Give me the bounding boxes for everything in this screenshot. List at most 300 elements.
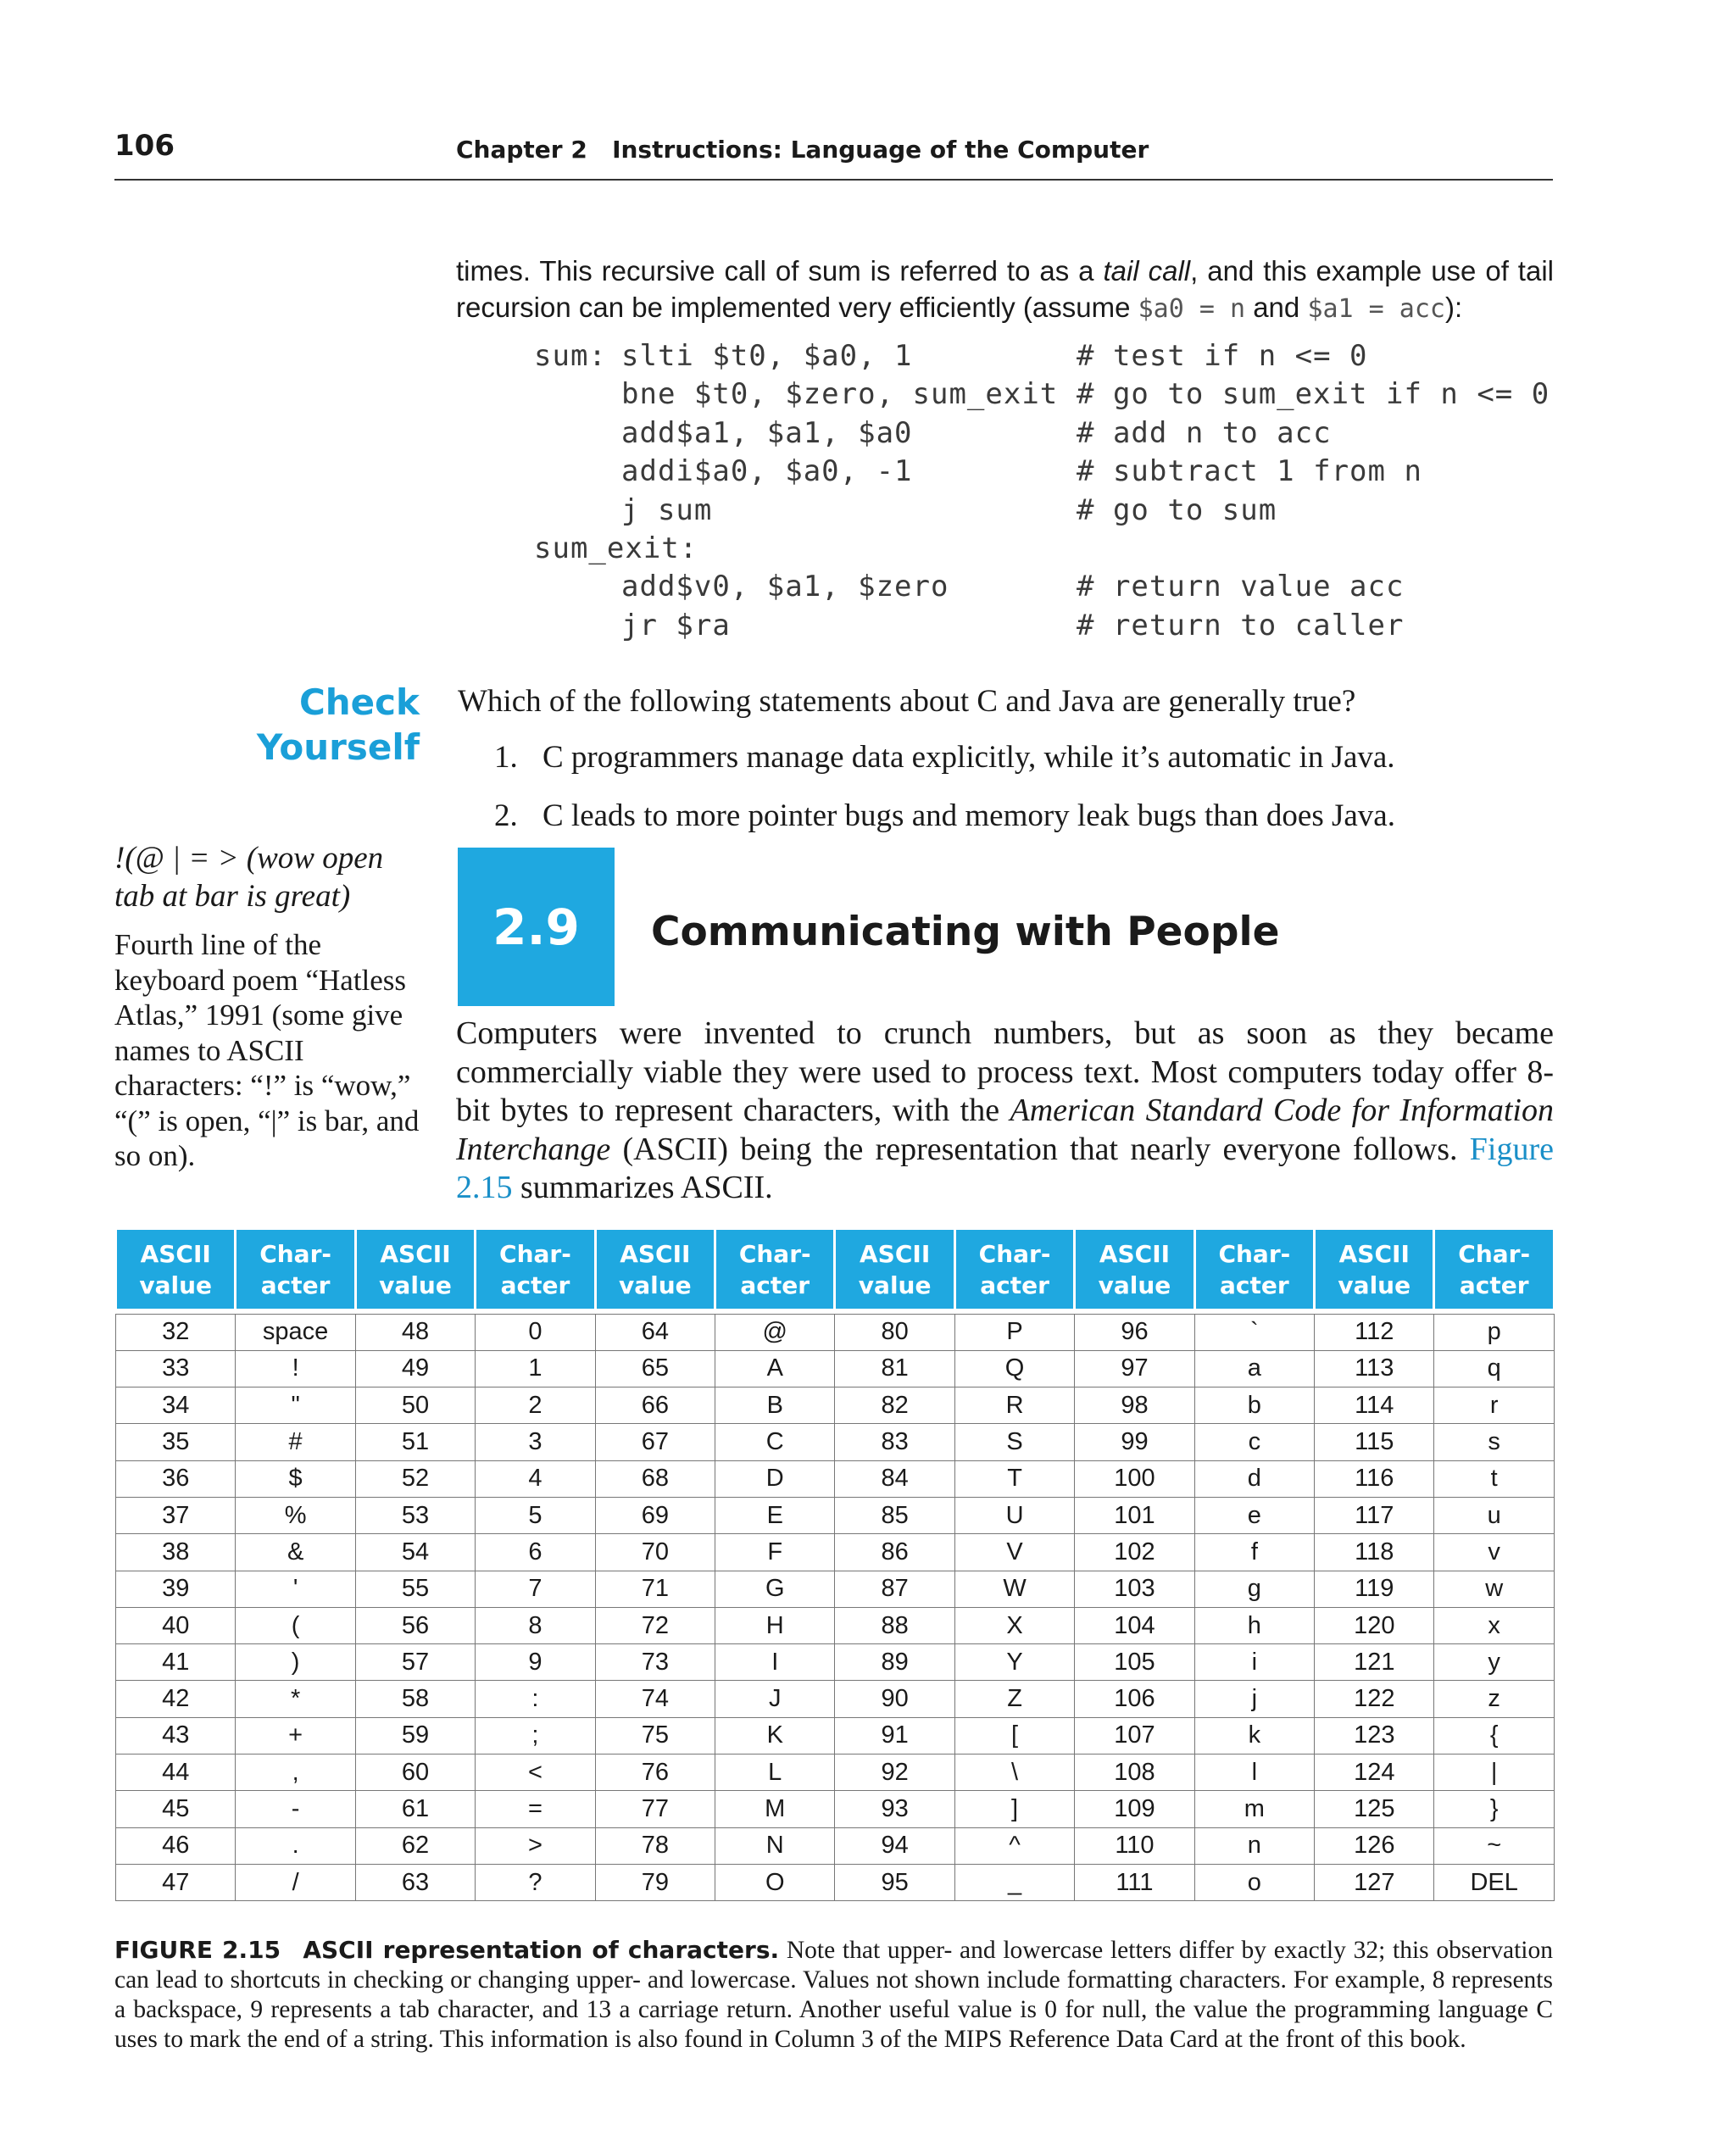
header-ascii-value	[835, 1230, 954, 1309]
ascii-value-cell: 40	[116, 1607, 236, 1643]
character-cell: F	[715, 1534, 835, 1571]
ascii-value-cell: 72	[595, 1607, 715, 1643]
character-cell: _	[954, 1864, 1074, 1900]
code-comment: # go to sum	[1077, 492, 1277, 527]
header-ascii-value	[595, 1230, 715, 1309]
ascii-value-cell: 36	[116, 1460, 236, 1497]
ascii-value-cell: 70	[595, 1534, 715, 1571]
ascii-value-cell: 77	[595, 1791, 715, 1827]
character-cell: q	[1434, 1350, 1554, 1387]
character-cell: 3	[476, 1424, 595, 1460]
code-comment: # go to sum_exit if n <= 0	[1077, 377, 1550, 412]
character-cell: g	[1194, 1571, 1314, 1607]
ascii-value-cell: 100	[1075, 1460, 1194, 1497]
ascii-value-cell: 89	[835, 1644, 954, 1681]
character-cell: Y	[954, 1644, 1074, 1681]
ascii-value-cell: 76	[595, 1755, 715, 1791]
ascii-value-cell: 57	[355, 1644, 475, 1681]
header-character	[1194, 1230, 1314, 1309]
ascii-value-cell: 38	[116, 1534, 236, 1571]
header-character	[236, 1230, 355, 1309]
character-cell: 0	[476, 1314, 595, 1350]
ascii-value-cell: 80	[835, 1314, 954, 1350]
header-line: value	[858, 1271, 932, 1299]
header-rule	[114, 179, 1553, 181]
ascii-value-cell: 39	[116, 1571, 236, 1607]
header-line: value	[379, 1271, 452, 1299]
code-instr: slti $t0, $a0, 1	[621, 339, 913, 373]
character-cell: }	[1434, 1791, 1554, 1827]
code-comment: # return value acc	[1077, 570, 1405, 604]
check-item-number: 1.	[494, 740, 518, 775]
caption-spacer	[281, 1937, 303, 1964]
ascii-value-cell: 126	[1315, 1827, 1434, 1864]
check-item	[494, 797, 1395, 836]
ascii-value-cell: 62	[355, 1827, 475, 1864]
character-cell: .	[236, 1827, 355, 1864]
ascii-value-cell: 81	[835, 1350, 954, 1387]
ascii-value-cell: 82	[835, 1387, 954, 1424]
character-cell: {	[1434, 1717, 1554, 1754]
character-cell: %	[236, 1497, 355, 1533]
character-cell: X	[954, 1607, 1074, 1643]
table-row	[116, 1314, 1555, 1350]
ascii-value-cell: 78	[595, 1827, 715, 1864]
code-label: sum_exit:	[534, 531, 698, 565]
character-cell: M	[715, 1791, 835, 1827]
character-cell: m	[1194, 1791, 1314, 1827]
ascii-value-cell: 33	[116, 1350, 236, 1387]
character-cell: -	[236, 1791, 355, 1827]
ascii-value-cell: 105	[1075, 1644, 1194, 1681]
character-cell: O	[715, 1864, 835, 1900]
ascii-value-cell: 35	[116, 1424, 236, 1460]
ascii-value-cell: 61	[355, 1791, 475, 1827]
code-comment: # test if n <= 0	[1077, 339, 1368, 373]
check-item	[494, 738, 1395, 777]
intro-text: ):	[1445, 292, 1463, 323]
table-row	[116, 1497, 1555, 1533]
header-line: Char-	[1218, 1239, 1291, 1268]
table-row	[116, 1534, 1555, 1571]
character-cell: @	[715, 1314, 835, 1350]
character-cell: t	[1434, 1460, 1554, 1497]
header-line: ASCII	[140, 1239, 211, 1268]
ascii-value-cell: 53	[355, 1497, 475, 1533]
ascii-value-cell: 75	[595, 1717, 715, 1754]
ascii-value-cell: 69	[595, 1497, 715, 1533]
check-yourself-label	[212, 680, 420, 770]
header-line: ASCII	[860, 1239, 931, 1268]
table-row	[116, 1755, 1555, 1791]
ascii-value-cell: 43	[116, 1717, 236, 1754]
character-cell: d	[1194, 1460, 1314, 1497]
check-question: Which of the following statements about C and Java are generally true?	[458, 684, 1356, 719]
character-cell: b	[1194, 1387, 1314, 1424]
ascii-value-cell: 66	[595, 1387, 715, 1424]
intro-term: tail call	[1103, 255, 1191, 286]
page-number: 106	[114, 129, 175, 163]
ascii-value-cell: 59	[355, 1717, 475, 1754]
character-cell: 4	[476, 1460, 595, 1497]
table-row	[116, 1424, 1555, 1460]
header-ascii-value	[116, 1230, 236, 1309]
ascii-value-cell: 127	[1315, 1864, 1434, 1900]
ascii-value-cell: 118	[1315, 1534, 1434, 1571]
code-instr: j sum	[621, 492, 713, 527]
ascii-value-cell: 111	[1075, 1864, 1194, 1900]
header-character	[715, 1230, 835, 1309]
character-cell: r	[1434, 1387, 1554, 1424]
ascii-value-cell: 115	[1315, 1424, 1434, 1460]
character-cell: a	[1194, 1350, 1314, 1387]
table-row	[116, 1387, 1555, 1424]
ascii-value-cell: 46	[116, 1827, 236, 1864]
character-cell: E	[715, 1497, 835, 1533]
ascii-value-cell: 64	[595, 1314, 715, 1350]
character-cell: o	[1194, 1864, 1314, 1900]
character-cell: L	[715, 1755, 835, 1791]
running-head: Chapter 2 Instructions: Language of the Computer	[456, 136, 1149, 164]
header-line: ASCII	[380, 1239, 451, 1268]
character-cell: <	[476, 1755, 595, 1791]
character-cell: 9	[476, 1644, 595, 1681]
ascii-value-cell: 32	[116, 1314, 236, 1350]
ascii-value-cell: 67	[595, 1424, 715, 1460]
header-line: acter	[740, 1271, 810, 1299]
character-cell: C	[715, 1424, 835, 1460]
character-cell: >	[476, 1827, 595, 1864]
ascii-value-cell: 68	[595, 1460, 715, 1497]
code-comment: # add n to acc	[1077, 415, 1332, 450]
section-number-box	[458, 848, 615, 1006]
header-ascii-value	[355, 1230, 475, 1309]
character-cell: G	[715, 1571, 835, 1607]
character-cell: [	[954, 1717, 1074, 1754]
margin-note: Fourth line of the keyboard poem “Hatless Atlas,” 1991 (some give names to ASCII characters: “!” is “wow,” “(” is open, “|” is bar, and so on).	[114, 928, 420, 1172]
ascii-value-cell: 123	[1315, 1717, 1434, 1754]
header-line: value	[139, 1271, 213, 1299]
table-header-row	[116, 1230, 1555, 1309]
ascii-value-cell: 125	[1315, 1791, 1434, 1827]
ascii-value-cell: 52	[355, 1460, 475, 1497]
table-row	[116, 1681, 1555, 1717]
code-comment: # return to caller	[1077, 608, 1405, 642]
check-label-line: Check	[298, 681, 420, 723]
header-line: Char-	[499, 1239, 571, 1268]
table-row	[116, 1350, 1555, 1387]
character-cell: ]	[954, 1791, 1074, 1827]
character-cell: Q	[954, 1350, 1074, 1387]
ascii-value-cell: 63	[355, 1864, 475, 1900]
ascii-value-cell: 37	[116, 1497, 236, 1533]
header-line: acter	[1220, 1271, 1289, 1299]
header-line: value	[618, 1271, 692, 1299]
ascii-value-cell: 44	[116, 1755, 236, 1791]
ascii-value-cell: 93	[835, 1791, 954, 1827]
code-comment: # subtract 1 from n	[1077, 454, 1422, 489]
code-instr: jr $ra	[621, 608, 731, 642]
header-line: acter	[260, 1271, 331, 1299]
ascii-value-cell: 106	[1075, 1681, 1194, 1717]
table-row	[116, 1827, 1555, 1864]
character-cell: /	[236, 1864, 355, 1900]
code-instr: addi$a0, $a0, -1	[621, 454, 913, 489]
header-character	[476, 1230, 595, 1309]
character-cell: 8	[476, 1607, 595, 1643]
character-cell: ,	[236, 1755, 355, 1791]
intro-text: times. This recursive call of sum is referred to as a	[456, 255, 1104, 286]
character-cell: u	[1434, 1497, 1554, 1533]
character-cell: z	[1434, 1681, 1554, 1717]
intro-text: , and this example use of tail recursion can be implemented very efficiently (assume	[456, 255, 1554, 323]
character-cell: K	[715, 1717, 835, 1754]
ascii-value-cell: 109	[1075, 1791, 1194, 1827]
character-cell: i	[1194, 1644, 1314, 1681]
table-row	[116, 1791, 1555, 1827]
character-cell: W	[954, 1571, 1074, 1607]
header-line: value	[1338, 1271, 1411, 1299]
header-line: acter	[980, 1271, 1049, 1299]
intro-code: $a1 = acc	[1307, 294, 1445, 324]
header-line: Char-	[1458, 1239, 1531, 1268]
code-instr: add$v0, $a1, $zero	[621, 570, 949, 604]
character-cell: 6	[476, 1534, 595, 1571]
ascii-value-cell: 88	[835, 1607, 954, 1643]
intro-paragraph	[456, 253, 1554, 327]
code-instr: bne $t0, $zero, sum_exit	[621, 377, 1059, 412]
ascii-value-cell: 73	[595, 1644, 715, 1681]
character-cell: A	[715, 1350, 835, 1387]
header-line: ASCII	[1338, 1239, 1410, 1268]
character-cell: I	[715, 1644, 835, 1681]
header-ascii-value	[1315, 1230, 1434, 1309]
ascii-value-cell: 107	[1075, 1717, 1194, 1754]
character-cell: Z	[954, 1681, 1074, 1717]
character-cell: D	[715, 1460, 835, 1497]
ascii-value-cell: 86	[835, 1534, 954, 1571]
ascii-value-cell: 71	[595, 1571, 715, 1607]
character-cell: p	[1434, 1314, 1554, 1350]
character-cell: s	[1434, 1424, 1554, 1460]
ascii-value-cell: 79	[595, 1864, 715, 1900]
figure-link[interactable]: Figure 2.15	[456, 1131, 1554, 1205]
character-cell: S	[954, 1424, 1074, 1460]
ascii-value-cell: 42	[116, 1681, 236, 1717]
character-cell: !	[236, 1350, 355, 1387]
character-cell: U	[954, 1497, 1074, 1533]
body-paragraph	[456, 1015, 1554, 1208]
ascii-value-cell: 49	[355, 1350, 475, 1387]
ascii-value-cell: 45	[116, 1791, 236, 1827]
caption-title: ASCII representation of characters.	[303, 1936, 780, 1964]
ascii-value-cell: 96	[1075, 1314, 1194, 1350]
ascii-value-cell: 85	[835, 1497, 954, 1533]
table-row	[116, 1571, 1555, 1607]
character-cell: `	[1194, 1314, 1314, 1350]
character-cell: x	[1434, 1607, 1554, 1643]
ascii-value-cell: 108	[1075, 1755, 1194, 1791]
character-cell: &	[236, 1534, 355, 1571]
character-cell: l	[1194, 1755, 1314, 1791]
table-body	[116, 1309, 1555, 1901]
character-cell: +	[236, 1717, 355, 1754]
section-number: 2.9	[492, 898, 580, 956]
character-cell: "	[236, 1387, 355, 1424]
header-line: ASCII	[1099, 1239, 1171, 1268]
caption-label: FIGURE 2.15	[114, 1936, 281, 1964]
ascii-value-cell: 60	[355, 1755, 475, 1791]
ascii-value-cell: 87	[835, 1571, 954, 1607]
code-instr: add$a1, $a1, $a0	[621, 415, 913, 450]
margin-poem: !(@ | = > (wow open tab at bar is great)	[114, 841, 384, 914]
ascii-table	[114, 1230, 1555, 1901]
intro-text: and	[1245, 292, 1308, 323]
ascii-value-cell: 101	[1075, 1497, 1194, 1533]
ascii-value-cell: 50	[355, 1387, 475, 1424]
ascii-value-cell: 99	[1075, 1424, 1194, 1460]
ascii-value-cell: 120	[1315, 1607, 1434, 1643]
character-cell: J	[715, 1681, 835, 1717]
character-cell: h	[1194, 1607, 1314, 1643]
body-text: (ASCII) being the representation that nearly everyone follows.	[610, 1131, 1470, 1167]
character-cell: space	[236, 1314, 355, 1350]
check-item-number: 2.	[494, 798, 518, 833]
ascii-value-cell: 56	[355, 1607, 475, 1643]
character-cell: y	[1434, 1644, 1554, 1681]
character-cell: *	[236, 1681, 355, 1717]
character-cell: #	[236, 1424, 355, 1460]
character-cell: ;	[476, 1717, 595, 1754]
section-title: Communicating with People	[651, 909, 1280, 955]
ascii-value-cell: 90	[835, 1681, 954, 1717]
character-cell: :	[476, 1681, 595, 1717]
ascii-value-cell: 92	[835, 1755, 954, 1791]
ascii-value-cell: 54	[355, 1534, 475, 1571]
ascii-value-cell: 83	[835, 1424, 954, 1460]
ascii-value-cell: 48	[355, 1314, 475, 1350]
table-row	[116, 1717, 1555, 1754]
header-ascii-value	[1075, 1230, 1194, 1309]
code-label: sum:	[534, 339, 607, 373]
header-line: ASCII	[620, 1239, 691, 1268]
character-cell: B	[715, 1387, 835, 1424]
character-cell: \	[954, 1755, 1074, 1791]
ascii-value-cell: 113	[1315, 1350, 1434, 1387]
character-cell: H	[715, 1607, 835, 1643]
table-row	[116, 1644, 1555, 1681]
character-cell: P	[954, 1314, 1074, 1350]
header-line: value	[1098, 1271, 1171, 1299]
figure-caption	[114, 1935, 1553, 2055]
header-line: acter	[500, 1271, 570, 1299]
header-line: acter	[1459, 1271, 1529, 1299]
ascii-value-cell: 119	[1315, 1571, 1434, 1607]
character-cell: f	[1194, 1534, 1314, 1571]
ascii-value-cell: 98	[1075, 1387, 1194, 1424]
ascii-value-cell: 103	[1075, 1571, 1194, 1607]
ascii-value-cell: 114	[1315, 1387, 1434, 1424]
header-line: Char-	[978, 1239, 1051, 1268]
check-item-text: C programmers manage data explicitly, while it’s automatic in Java.	[542, 740, 1395, 775]
table-row	[116, 1460, 1555, 1497]
ascii-value-cell: 124	[1315, 1755, 1434, 1791]
character-cell: R	[954, 1387, 1074, 1424]
ascii-value-cell: 112	[1315, 1314, 1434, 1350]
character-cell: 2	[476, 1387, 595, 1424]
body-term: American Standard Code for Information Interchange	[456, 1093, 1554, 1167]
character-cell: 7	[476, 1571, 595, 1607]
ascii-value-cell: 122	[1315, 1681, 1434, 1717]
header-character	[1434, 1230, 1554, 1309]
ascii-value-cell: 51	[355, 1424, 475, 1460]
character-cell: ^	[954, 1827, 1074, 1864]
ascii-value-cell: 74	[595, 1681, 715, 1717]
ascii-value-cell: 41	[116, 1644, 236, 1681]
ascii-value-cell: 97	[1075, 1350, 1194, 1387]
character-cell: ?	[476, 1864, 595, 1900]
character-cell: (	[236, 1607, 355, 1643]
character-cell: 5	[476, 1497, 595, 1533]
ascii-value-cell: 116	[1315, 1460, 1434, 1497]
ascii-value-cell: 102	[1075, 1534, 1194, 1571]
header-line: Char-	[738, 1239, 811, 1268]
caption-text: Note that upper- and lowercase letters differ by exactly 32; this observation can lead to shortcuts in checking or changing upper- and lowercase. Values not shown include formatting characters. For example, 8 represents a backspace, 9 represents a tab character, and 13 a carriage return. Another useful value is 0 for null, the value the programming language C uses to mark the end of a string. This information is also found in Column 3 of the MIPS Reference Data Card at the front of this book.	[114, 1937, 1553, 2053]
ascii-value-cell: 110	[1075, 1827, 1194, 1864]
character-cell: )	[236, 1644, 355, 1681]
character-cell: v	[1434, 1534, 1554, 1571]
header-line: Char-	[259, 1239, 332, 1268]
check-label-line: Yourself	[256, 726, 420, 768]
character-cell: $	[236, 1460, 355, 1497]
header-character	[954, 1230, 1074, 1309]
character-cell: j	[1194, 1681, 1314, 1717]
ascii-value-cell: 104	[1075, 1607, 1194, 1643]
table-row	[116, 1607, 1555, 1643]
ascii-value-cell: 95	[835, 1864, 954, 1900]
ascii-value-cell: 84	[835, 1460, 954, 1497]
body-text: Computers were invented to crunch numbers, but as soon as they became commercially viable they were used to process text. Most computers today offer 8-bit bytes to represent characters, with the	[456, 1015, 1554, 1128]
ascii-value-cell: 121	[1315, 1644, 1434, 1681]
intro-code: $a0 = n	[1138, 294, 1246, 324]
check-item-text: C leads to more pointer bugs and memory leak bugs than does Java.	[542, 798, 1395, 833]
ascii-value-cell: 55	[355, 1571, 475, 1607]
character-cell: DEL	[1434, 1864, 1554, 1900]
character-cell: T	[954, 1460, 1074, 1497]
ascii-value-cell: 65	[595, 1350, 715, 1387]
ascii-value-cell: 34	[116, 1387, 236, 1424]
ascii-value-cell: 47	[116, 1864, 236, 1900]
character-cell: =	[476, 1791, 595, 1827]
body-text: summarizes ASCII.	[512, 1170, 773, 1205]
ascii-value-cell: 58	[355, 1681, 475, 1717]
character-cell: e	[1194, 1497, 1314, 1533]
character-cell: |	[1434, 1755, 1554, 1791]
character-cell: c	[1194, 1424, 1314, 1460]
character-cell: w	[1434, 1571, 1554, 1607]
character-cell: '	[236, 1571, 355, 1607]
character-cell: 1	[476, 1350, 595, 1387]
character-cell: ~	[1434, 1827, 1554, 1864]
ascii-value-cell: 91	[835, 1717, 954, 1754]
table-row	[116, 1864, 1555, 1900]
ascii-value-cell: 117	[1315, 1497, 1434, 1533]
character-cell: V	[954, 1534, 1074, 1571]
character-cell: n	[1194, 1827, 1314, 1864]
ascii-value-cell: 94	[835, 1827, 954, 1864]
character-cell: N	[715, 1827, 835, 1864]
character-cell: k	[1194, 1717, 1314, 1754]
